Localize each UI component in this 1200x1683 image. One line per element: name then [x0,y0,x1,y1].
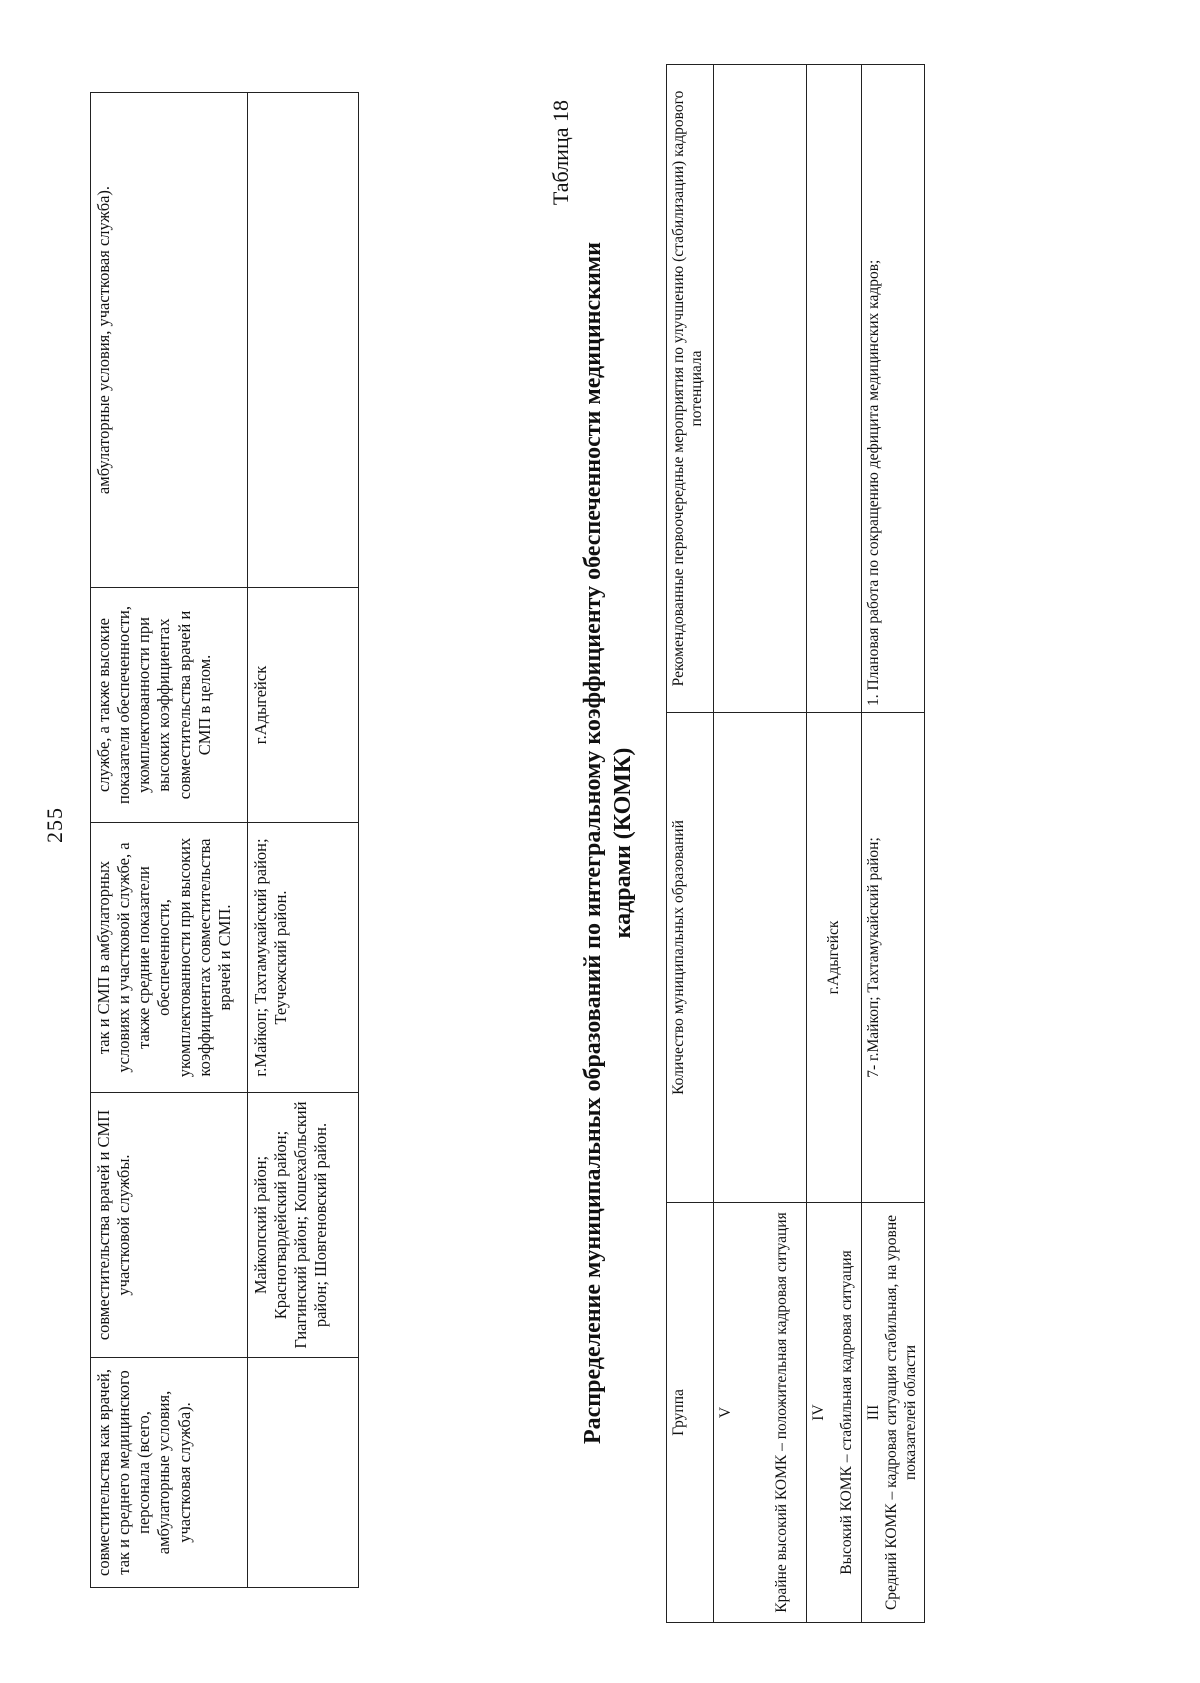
group-desc: Высокий КОМК – стабильная кадровая ситуация [838,1250,856,1575]
table-cell: службе, а также высокие показатели обеспеченности, укомплектованности при высоких коэффициентах совместительства врачей и СМП в целом. [91,588,248,823]
table-cell: Майкопский район; Красногвардейский район; Гиагинский район; Кошехабльский район; Шовгеновский район. [248,1093,359,1358]
group-desc: Крайне высокий КОМК – положительная кадровая ситуация [773,1212,791,1613]
header-measures: Рекомендованные первоочередные мероприятия по улучшению (стабилизации) кадрового потенциала [667,65,714,713]
table-row [807,65,862,1623]
table-title-line2: кадрами (КОМК) [610,747,636,939]
table-row [91,93,248,1588]
header-group: Группа [667,1203,714,1623]
table-cell: г.Майкоп; Тахтамукайский район; Теучежский район. [248,823,359,1093]
table-cell [248,93,359,588]
group-roman: IV [810,1404,827,1421]
group-roman: III [865,1404,882,1421]
table-cell: амбулаторные условия, участковая служба). [91,93,248,588]
count-cell: 7- г.Майкоп; Тахтамукайский район; [862,713,925,1203]
table-row [714,65,807,1623]
page-number: 255 [42,807,67,843]
table-title-line1: Распределение муниципальных образований по интегральному коэффициенту обеспеченности медицинскими [580,242,606,1445]
group-cell [714,1203,807,1623]
group-cell [807,1203,862,1623]
group-desc: Средний КОМК – кадровая ситуация стабильная, на уровне показателей области [883,1214,919,1611]
continued-table [90,92,359,1588]
count-cell: г.Адыгейск [807,713,862,1203]
table-18 [666,64,925,1623]
table-cell: совместительства врачей и СМП участковой службы. [91,1093,248,1358]
table-cell: так и СМП в амбулаторных условиях и участковой службе, а также средние показатели обеспеченности, укомплектованности при высоких коэффициентах совместительства врачей и СМП. [91,823,248,1093]
table-row [862,65,925,1623]
group-cell [862,1203,925,1623]
table-title [578,43,638,1643]
measures-cell: 1. Плановая работа по сокращению дефицита медицинских кадров; [862,65,925,713]
table-header-row [667,65,714,1623]
group-roman: V [717,1406,734,1419]
measures-cell [807,65,862,713]
header-count: Количество муниципальных образований [667,713,714,1203]
table-row [248,93,359,1588]
table-cell [248,1358,359,1588]
table-cell: совместительства как врачей, так и среднего медицинского персонала (всего, амбулаторные условия, участковая служба). [91,1358,248,1588]
count-cell [714,713,807,1203]
table-number-label: Таблица 18 [548,100,573,206]
measures-cell [714,65,807,713]
table-cell: г.Адыгейск [248,588,359,823]
